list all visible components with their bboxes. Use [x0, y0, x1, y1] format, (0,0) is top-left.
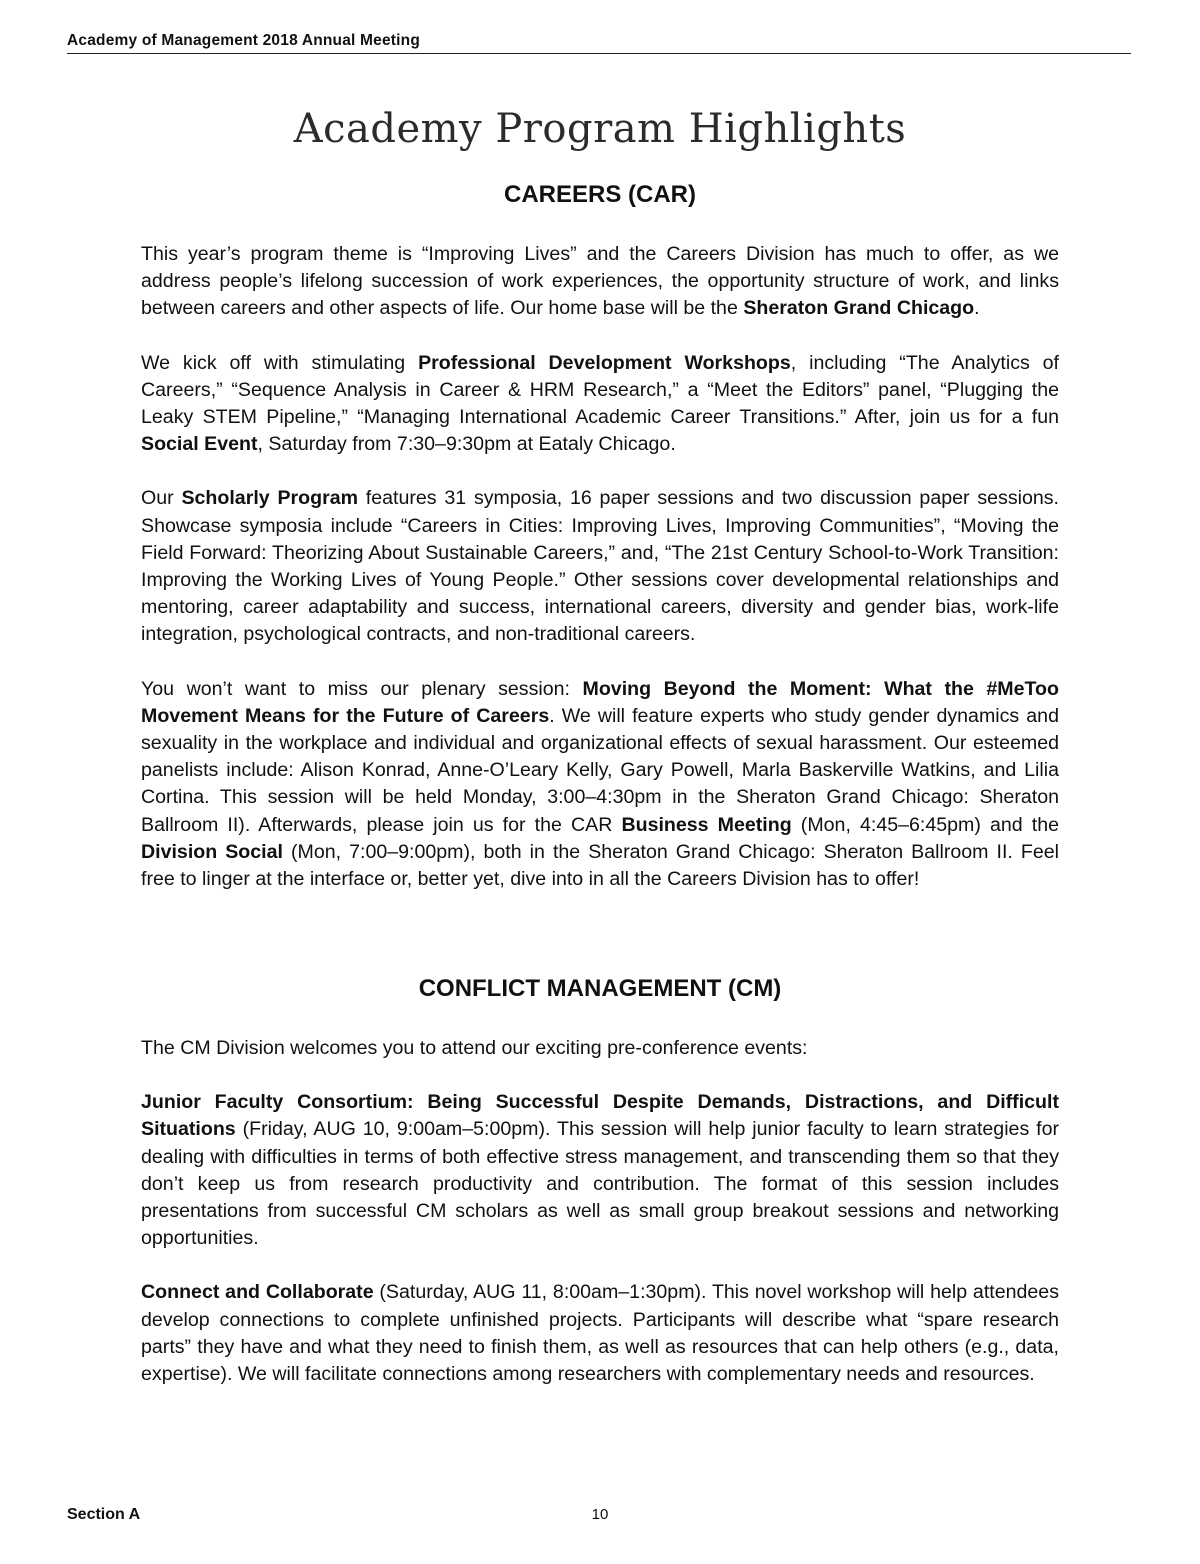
- conflict-intro: The CM Division welcomes you to attend our exciting pre-conference events:: [141, 1037, 808, 1059]
- conflict-paragraph-collaborate: Connect and Collaborate (Saturday, AUG 11, 8:00am–1:30pm). This novel workshop will help attendees develop connections to complete unfinished projects. Participants will describe what “spare research parts” they have and what they need to finish them, as well as resources that can help others (e.g., data, expertise). We will facilitate connections among researchers with complementary needs and resources.: [141, 1281, 1059, 1386]
- careers-paragraph-plenary: You won’t want to miss our plenary session: Moving Beyond the Moment: What the #MeToo Movement Means for the Future of Careers. We will feature experts who study gender dynamics and sexuality in the workplace and individual and organizational effects of sexual harassment. Our esteemed panelists include: Alison Konrad, Anne-O’Leary Kelly, Gary Powell, Marla Baskerville Watkins, and Lilia Cortina. This session will be held Monday, 3:00–4:30pm in the Sheraton Grand Chicago: Sheraton Ballroom II). Afterwards, please join us for the CAR Business Meeting (Mon, 4:45–6:45pm) and the Division Social (Mon, 7:00–9:00pm), both in the Sheraton Grand Chicago: Sheraton Ballroom II. Feel free to linger at the interface or, better yet, dive into in all the Careers Division has to offer!: [141, 677, 1060, 891]
- plenary-title: Moving Beyond the Moment: What the #MeToo Movement Means for the Future of Careers: [141, 677, 1059, 727]
- scholarly-program-highlight: Scholarly Program: [181, 487, 359, 510]
- section-heading-careers: CAREERS (CAR): [504, 181, 696, 208]
- collaborate-title: Connect and Collaborate: [141, 1281, 374, 1304]
- careers-paragraph-theme: This year’s program theme is “Improving Lives” and the Careers Division has much to offer, as we address people’s lifelong succession of work experiences, the opportunity structure of work, and links between careers and other aspects of life. Our home base will be the Sheraton Grand Chicago.: [141, 243, 1059, 320]
- page-number: 10: [591, 1506, 609, 1523]
- pdw-highlight: Professional Development Workshops: [418, 351, 791, 374]
- careers-paragraph-scholarly: Our Scholarly Program features 31 symposia, 16 paper sessions and two discussion paper sessions. Showcase symposia include “Careers in Cities: Improving Lives, Improving Communities”, “Moving the Field Forward: Theorizing About Sustainable Careers,” and, “The 21st Century School-to-Work Transition: Improving the Working Lives of Young People.” Other sessions cover developmental relationships and mentoring, career adaptability and success, international careers, diversity and gender bias, work-life integration, psychological contracts, and non-traditional careers.: [141, 487, 1059, 646]
- running-header: Academy of Management 2018 Annual Meeting: [67, 32, 1131, 54]
- conflict-section: [141, 1035, 1059, 1388]
- careers-section: [141, 241, 1059, 893]
- page-title: Academy Program Highlights: [293, 106, 907, 152]
- conflict-paragraph-consortium: Junior Faculty Consortium: Being Successful Despite Demands, Distractions, and Difficult Situations (Friday, AUG 10, 9:00am–5:00pm). This session will help junior faculty to learn strategies for dealing with difficulties in terms of both effective stress management, and transcending them so that they don’t keep us from research productivity and contribution. The format of this session includes presentations from successful CM scholars as well as small group breakout sessions and networking opportunities.: [141, 1091, 1059, 1250]
- consortium-title: Junior Faculty Consortium: Being Successful Despite Demands, Distractions, and Difficult Situations: [141, 1091, 1059, 1141]
- social-event-highlight: Social Event: [141, 433, 258, 456]
- business-meeting-highlight: Business Meeting: [621, 813, 792, 836]
- footer-section-label: Section A: [67, 1506, 141, 1523]
- venue-highlight: Sheraton Grand Chicago: [743, 297, 975, 320]
- section-heading-conflict: CONFLICT MANAGEMENT (CM): [418, 975, 782, 1002]
- careers-paragraph-workshops: We kick off with stimulating Professional Development Workshops, including “The Analytics of Careers,” “Sequence Analysis in Career & HRM Research,” a “Meet the Editors” panel, “Plugging the Leaky STEM Pipeline,” “Managing International Academic Career Transitions.” After, join us for a fun Social Event, Saturday from 7:30–9:30pm at Eataly Chicago.: [141, 351, 1059, 456]
- division-social-highlight: Division Social: [141, 840, 283, 863]
